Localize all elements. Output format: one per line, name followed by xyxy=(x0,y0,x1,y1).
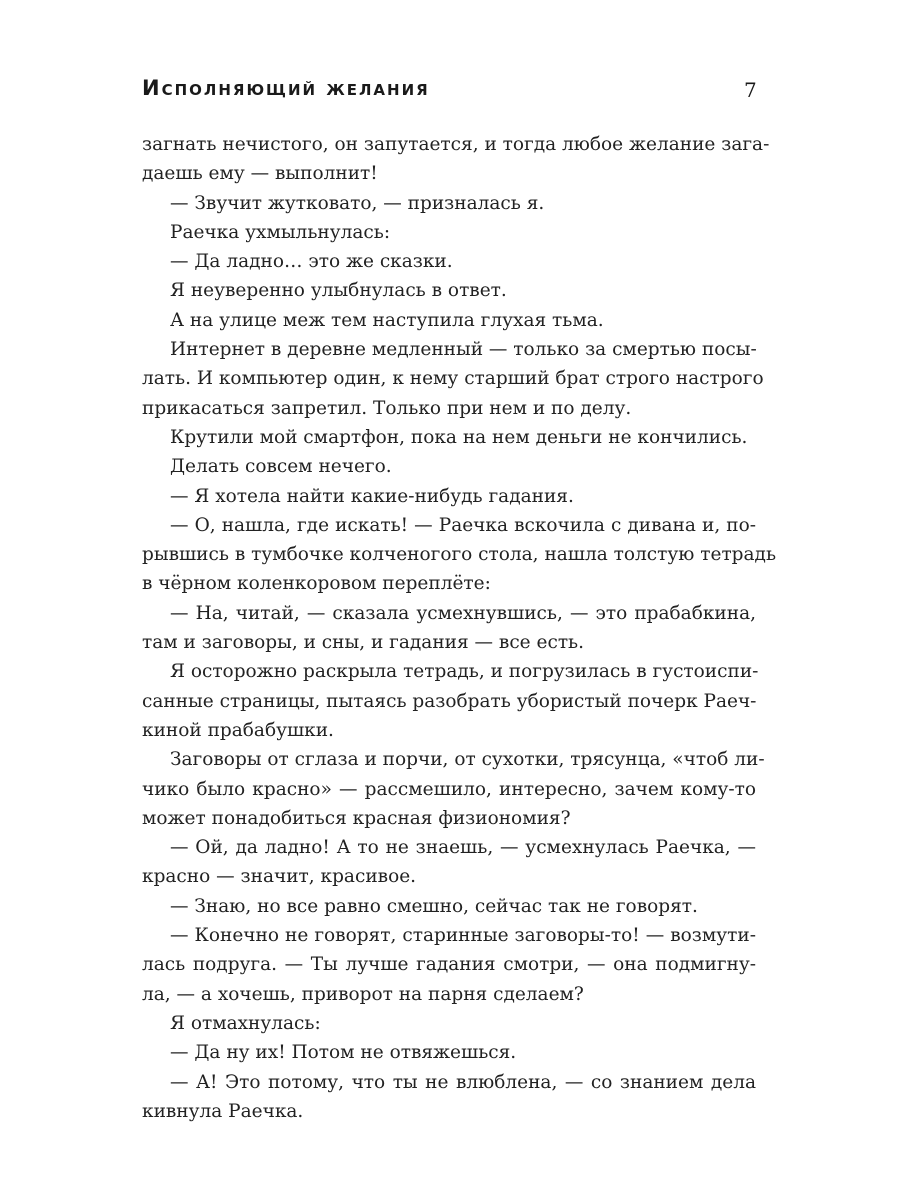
text-line: — Да ладно… это же сказки. xyxy=(170,251,453,273)
text-line: — Конечно не говорят, старинные заговоры-то! — возмути- xyxy=(170,925,756,947)
text-line: — О, нашла, где искать! — Раечка вскочила с дивана и, по- xyxy=(170,514,756,536)
text-line: Крутили мой смартфон, пока на нем деньги не кончились. xyxy=(170,426,748,448)
text-line: Я отмахнулась: xyxy=(170,1012,321,1034)
text-line: А на улице меж тем наступила глухая тьма. xyxy=(170,309,604,331)
text-line: рывшись в тумбочке колченогого стола, нашла толстую тетрадь xyxy=(142,544,777,566)
text-line: в чёрном коленкоровом переплёте: xyxy=(142,573,491,595)
text-line: Интернет в деревне медленный — только за смертью посы- xyxy=(170,339,757,361)
text-line: красно — значит, красивое. xyxy=(142,866,417,888)
text-line: — Да ну их! Потом не отвяжешься. xyxy=(170,1042,517,1064)
text-line: — Ой, да ладно! А то не знаешь, — усмехнулась Раечка, — xyxy=(170,837,756,859)
text-line: Я неуверенно улыбнулась в ответ. xyxy=(170,280,507,302)
text-line: чико было красно» — рассмешило, интересно, зачем кому-то xyxy=(142,778,756,800)
page-number: 7 xyxy=(744,78,757,102)
text-line: ла, — а хочешь, приворот на парня сделаем? xyxy=(142,983,584,1005)
text-line: — Звучит жутковато, — призналась я. xyxy=(170,192,545,214)
body-text xyxy=(142,130,777,1126)
text-line: Делать совсем нечего. xyxy=(170,456,392,478)
text-line: киной прабабушки. xyxy=(142,719,334,741)
text-line: Заговоры от сглаза и порчи, от сухотки, трясунца, «чтоб ли- xyxy=(170,749,765,771)
text-line: Раечка ухмыльнулась: xyxy=(170,221,391,243)
text-line: даешь ему — выполнит! xyxy=(142,163,378,185)
text-line: прикасаться запретил. Только при нем и по делу. xyxy=(142,397,632,419)
text-line: — На, читай, — сказала усмехнувшись, — это прабабкина, xyxy=(170,602,756,624)
text-line: — А! Это потому, что ты не влюблена, — со знанием дела xyxy=(170,1071,756,1093)
text-line: может понадобиться красная физиономия? xyxy=(142,807,571,829)
text-line: кивнула Раечка. xyxy=(142,1100,304,1122)
text-line: загнать нечистого, он запутается, и тогда любое желание зага- xyxy=(142,134,770,155)
text-line: — Я хотела найти какие-нибудь гадания. xyxy=(170,485,574,507)
text-line: Я осторожно раскрыла тетрадь, и погрузилась в густоиспи- xyxy=(170,661,759,683)
text-line: лать. И компьютер один, к нему старший брат строго настрого xyxy=(142,368,764,390)
running-title: Исполняющий желания xyxy=(142,76,430,100)
text-line: там и заговоры, и сны, и гадания — все есть. xyxy=(142,632,585,654)
text-line: — Знаю, но все равно смешно, сейчас так не говорят. xyxy=(170,895,698,917)
text-line: санные страницы, пытаясь разобрать убористый почерк Раеч- xyxy=(142,690,757,712)
text-line: лась подруга. — Ты лучше гадания смотри, — она подмигну- xyxy=(142,954,756,976)
